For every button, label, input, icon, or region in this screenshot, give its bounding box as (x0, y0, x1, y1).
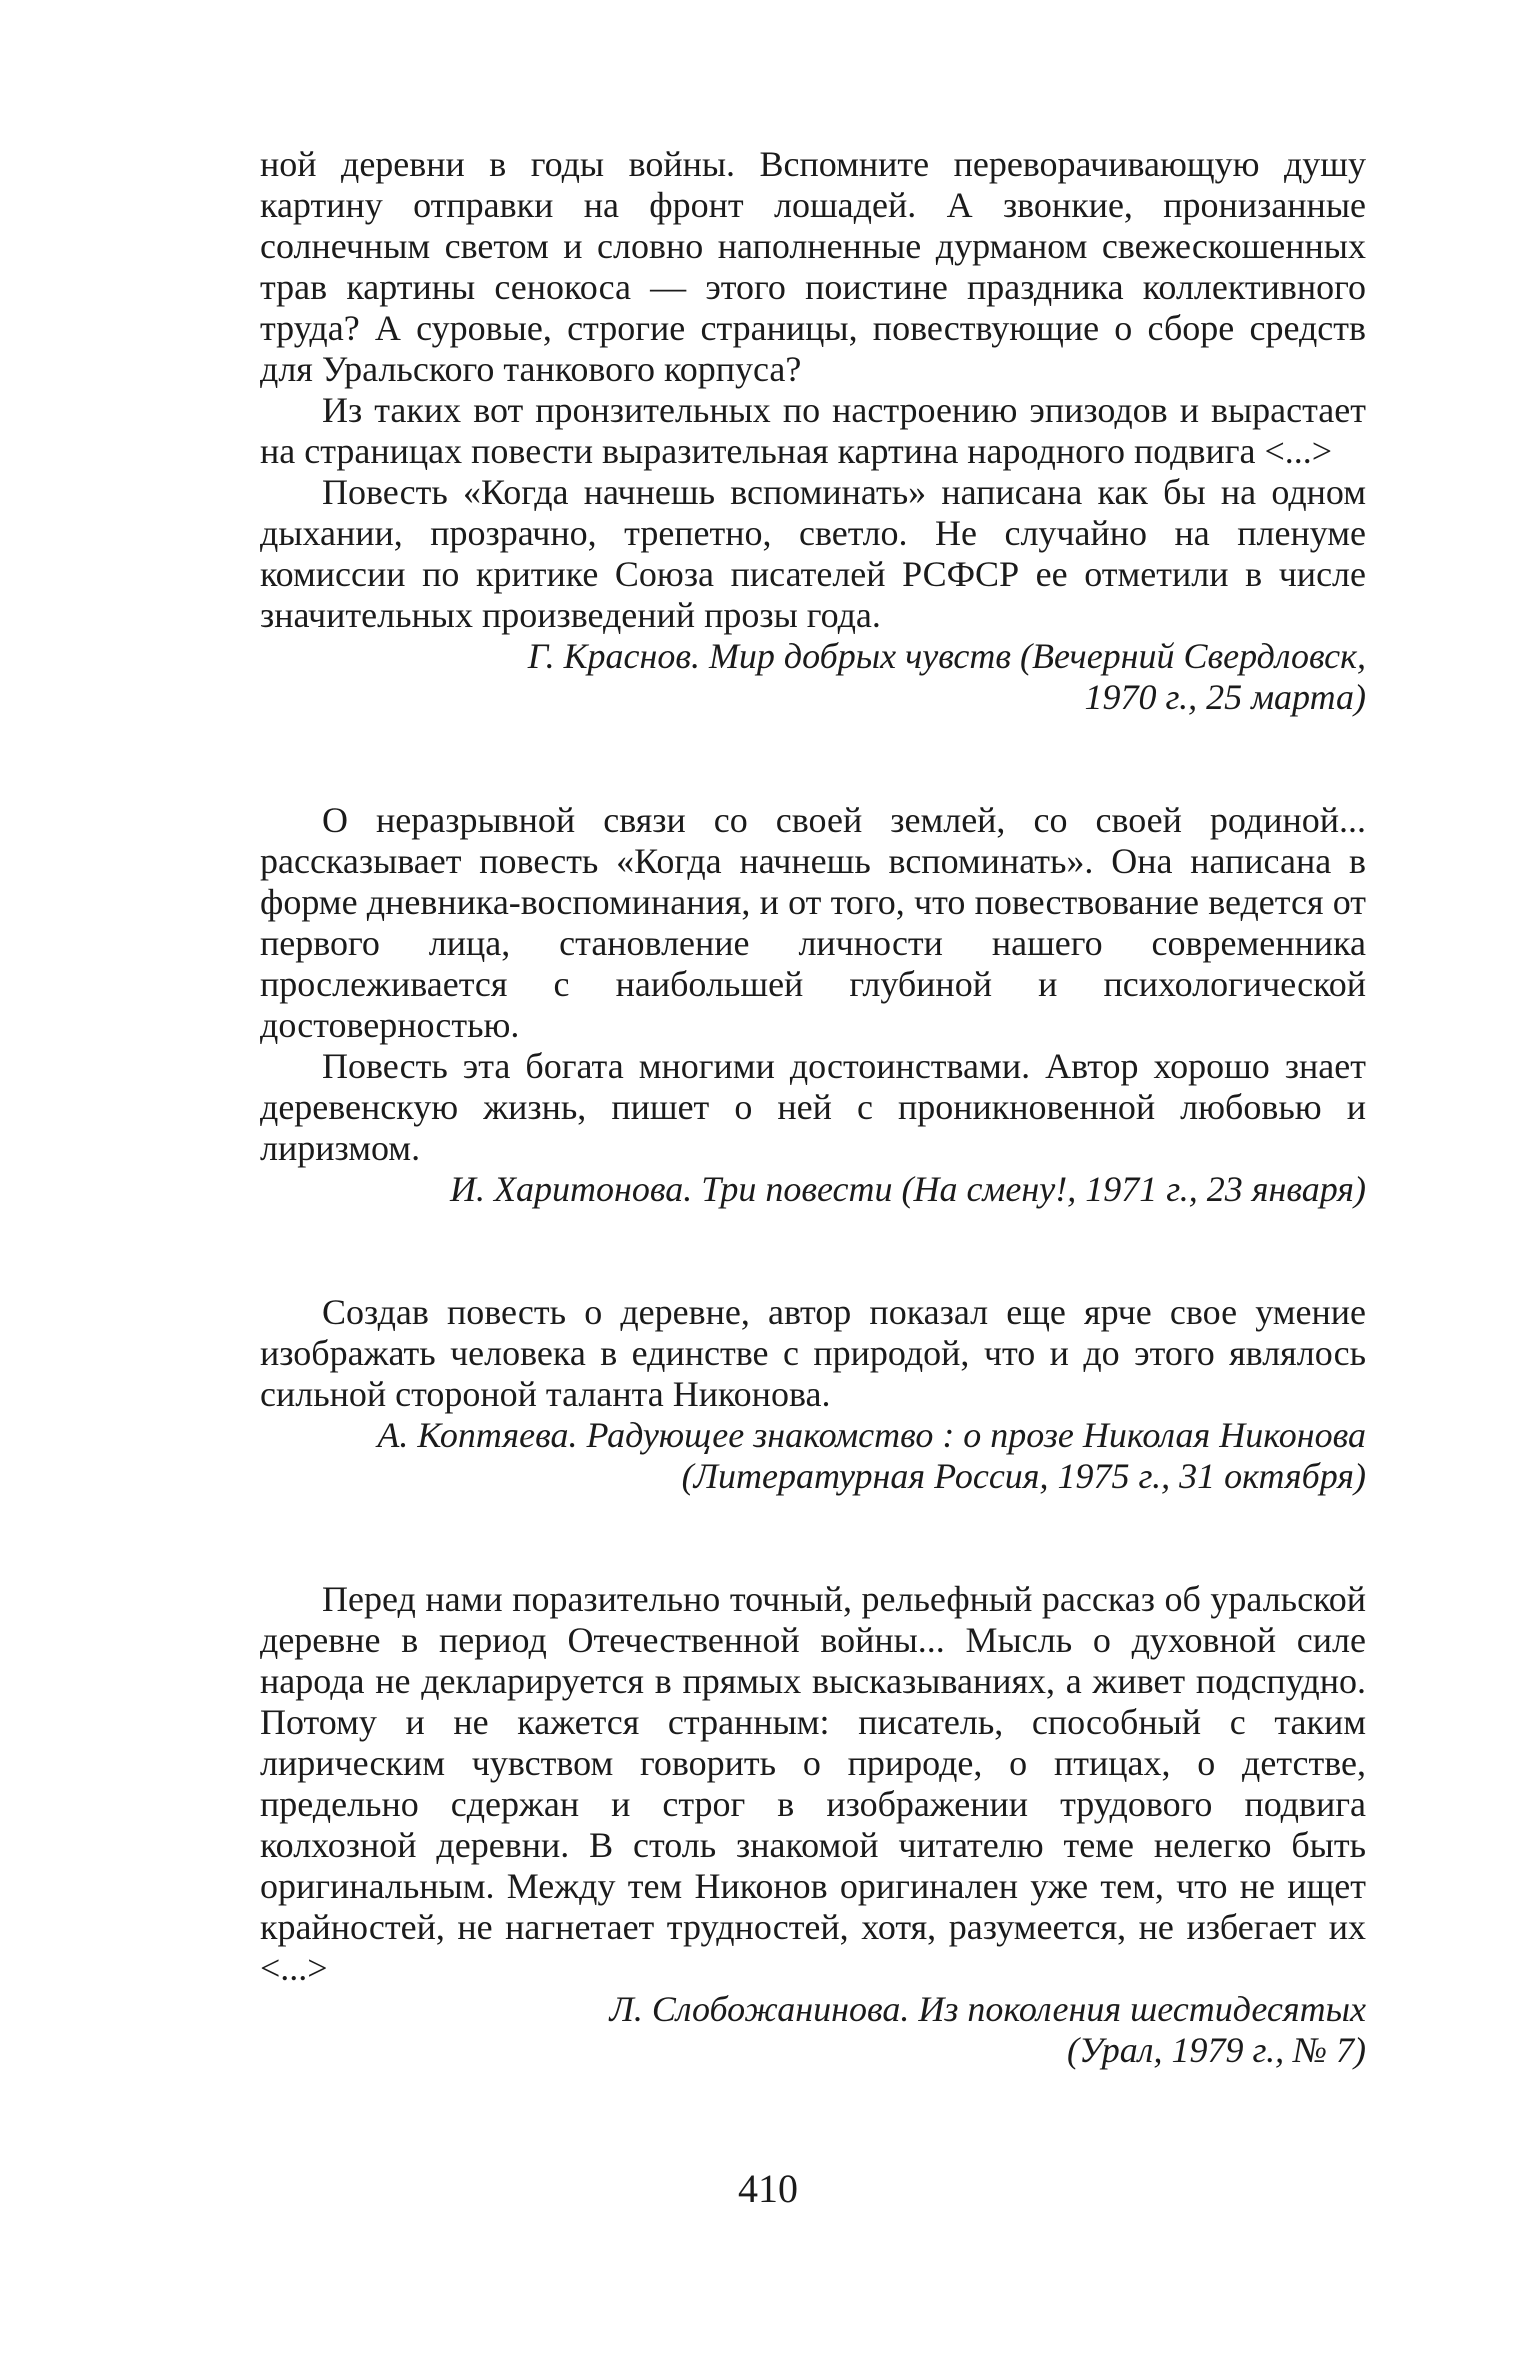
page-number: 410 (738, 2166, 798, 2211)
attribution-line: (Литературная Россия, 1975 г., 31 октября) (681, 1456, 1366, 1496)
paragraph: Создав повесть о деревне, автор показал еще ярче свое умение изображать человека в единстве с природой, что и до этого являлось сильной стороной таланта Никонова. (260, 1292, 1366, 1414)
attribution-line: И. Харитонова. Три повести (На смену!, 1971 г., 23 января) (450, 1169, 1366, 1209)
spacer (260, 1497, 1366, 1579)
paragraph: Повесть «Когда начнешь вспоминать» написана как бы на одном дыхании, прозрачно, трепетно, светло. Не случайно на пленуме комиссии по критике Союза писателей РСФСР ее отметили в числе значительных произведений прозы года. (260, 472, 1366, 635)
attribution-line: Л. Слобожанинова. Из поколения шестидесятых (609, 1989, 1366, 2029)
paragraph: Повесть эта богата многими достоинствами. Автор хорошо знает деревенскую жизнь, пишет о ней с проникновенной любовью и лиризмом. (260, 1046, 1366, 1168)
page-text (260, 144, 1366, 2071)
paragraph-continuation: ной деревни в годы войны. Вспомните переворачивающую душу картину отправки на фронт лошадей. А звонкие, пронизанные солнечным светом и словно наполненные дурманом свежескошенных трав картины сенокоса — этого поистине праздника коллективного труда? А суровые, строгие страницы, повествующие о сборе средств для Уральского танкового корпуса? (260, 144, 1366, 389)
paragraph: О неразрывной связи со своей землей, со своей родиной... рассказывает повесть «Когда начнешь вспоминать». Она написана в форме дневника-воспоминания, и от того, что повествование ведется от первого лица, становление личности нашего современника прослеживается с наибольшей глубиной и психологической достоверностью. (260, 800, 1366, 1045)
attribution-line: Г. Краснов. Мир добрых чувств (Вечерний Свердловск, (527, 636, 1366, 676)
attribution-line: А. Коптяева. Радующее знакомство : о прозе Николая Никонова (377, 1415, 1366, 1455)
spacer (260, 718, 1366, 800)
paragraph: Перед нами поразительно точный, рельефный рассказ об уральской деревне в период Отечественной войны... Мысль о духовной силе народа не декларируется в прямых высказываниях, а живет подспудно. Потому и не кажется странным: писатель, способный с таким лирическим чувством говорить о природе, о птицах, о детстве, предельно сдержан и строг в изображении трудового подвига колхозной деревни. В столь знакомой читателю теме нелегко быть оригинальным. Между тем Никонов оригинален уже тем, что не ищет крайностей, не нагнетает трудностей, хотя, разумеется, не избегает их <...> (260, 1579, 1366, 1988)
spacer (260, 1210, 1366, 1292)
attribution-line: 1970 г., 25 марта) (1084, 677, 1366, 717)
attribution-line: (Урал, 1979 г., № 7) (1067, 2030, 1366, 2070)
paragraph: Из таких вот пронзительных по настроению эпизодов и вырастает на страницах повести выразительная картина народного подвига <...> (260, 390, 1366, 471)
